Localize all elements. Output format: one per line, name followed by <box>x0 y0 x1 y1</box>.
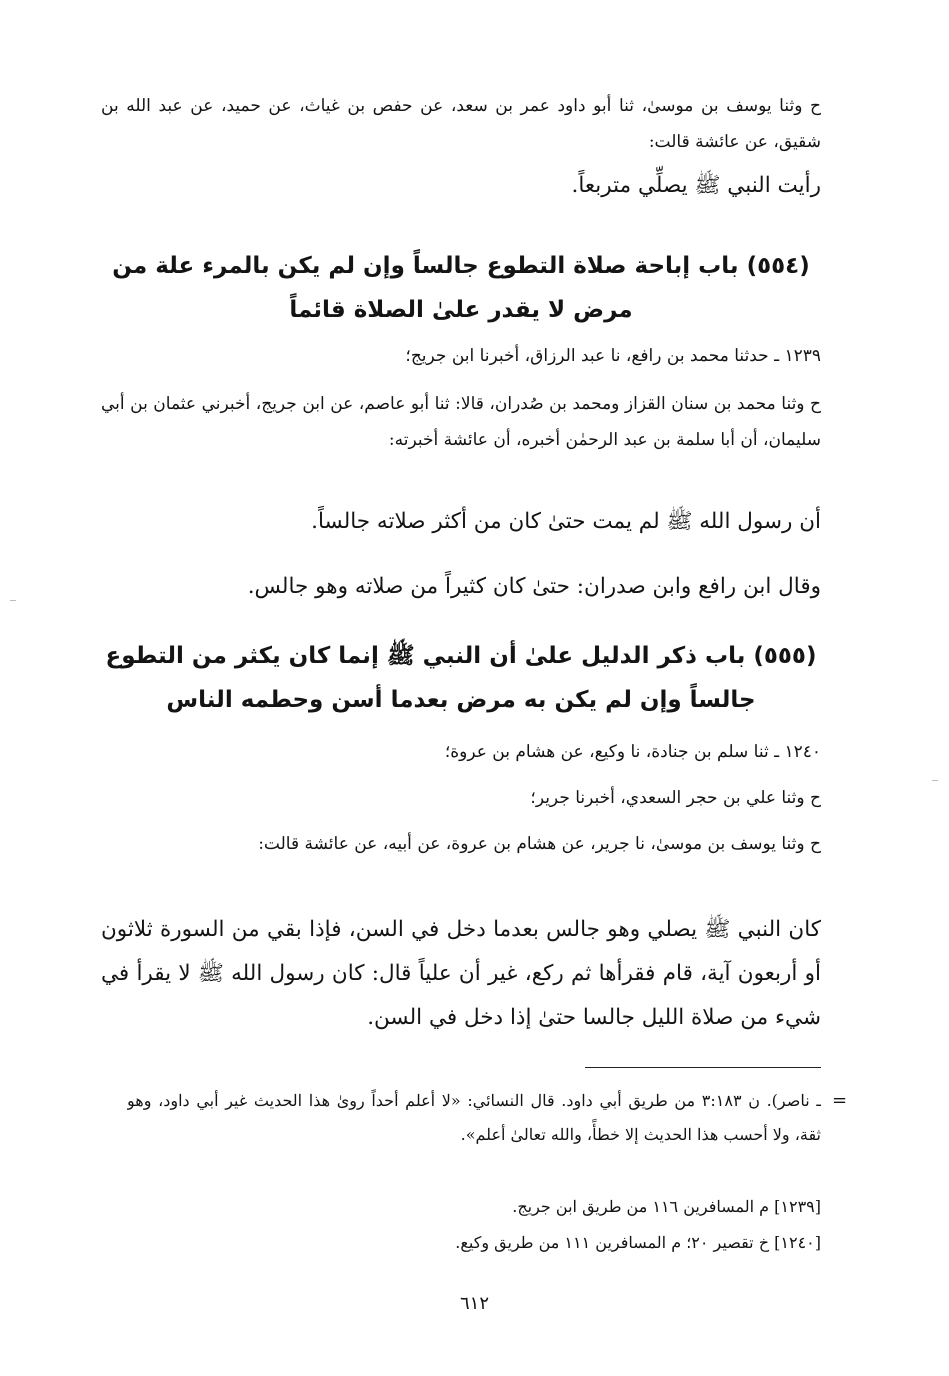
footnote-separator <box>585 1067 821 1068</box>
opening-isnad: ح وثنا يوسف بن موسىٰ، ثنا أبو داود عمر بن سعد، عن حفص بن غياث، عن حميد، عن عبد الله بن شقيق، عن عائشة قالت: <box>101 96 821 152</box>
footnote-1240: [١٢٤٠] خ تقصير ٢٠؛ م المسافرين ١١١ من طريق وكيع. <box>455 1233 821 1252</box>
scan-mark <box>10 600 16 601</box>
hadith-1240-isnad-a: ١٢٤٠ ـ ثنا سلم بن جنادة، نا وكيع، عن هشام بن عروة؛ <box>444 742 821 762</box>
footnote-continuation-mark: = <box>832 1090 848 1111</box>
scan-mark <box>932 780 938 781</box>
hadith-1240-matn: كان النبي ﷺ يصلي وهو جالس بعدما دخل في السن، فإذا بقي من السورة ثلاثون أو أربعون آية، قام فقرأها ثم ركع، غير أن علياً قال: كان رسول الله ﷺ لا يقرأ في شيء من صلاة الليل جالسا حتىٰ إذا دخل في السن. <box>101 917 821 1030</box>
hadith-1240-isnad-b: ح وثنا علي بن حجر السعدي، أخبرنا جرير؛ <box>530 788 821 808</box>
hadith-1239-isnad-b: ح وثنا محمد بن سنان القزاز ومحمد بن صُدران، قالا: ثنا أبو عاصم، عن ابن جريج، أخبرني عثمان بن أبي سليمان، أن أبا سلمة بن عبد الرحمٰن أخبره، أن عائشة أخبرته: <box>101 394 821 450</box>
footnote-1239: [١٢٣٩] م المسافرين ١١٦ من طريق ابن جريج. <box>512 1197 821 1216</box>
hadith-1239-isnad-a: ١٢٣٩ ـ حدثنا محمد بن رافع، نا عبد الرزاق، أخبرنا ابن جريج؛ <box>405 346 821 366</box>
chapter-554-title: (٥٥٤) باب إباحة صلاة التطوع جالساً وإن لم يكن بالمرء علة من مرض لا يقدر علىٰ الصلاة قائماً <box>112 253 810 323</box>
footnote-continuation: ـ ناصر). ن ٣:١٨٣ من طريق أبي داود. قال النسائي: «لا أعلم أحداً روىٰ هذا الحديث غير أبي داود، وهو ثقة، ولا أحسب هذا الحديث إلا خطأً، والله تعالىٰ أعلم». <box>127 1091 821 1144</box>
hadith-1239-matn: أن رسول الله ﷺ لم يمت حتىٰ كان من أكثر صلاته جالساً. <box>311 509 821 534</box>
chapter-555-title: (٥٥٥) باب ذكر الدليل علىٰ أن النبي ﷺ إنما كان يكثر من التطوع جالساً وإن لم يكن به مرض بعدما أسن وحطمه الناس <box>105 643 817 713</box>
hadith-1239-variant: وقال ابن رافع وابن صدران: حتىٰ كان كثيراً من صلاته وهو جالس. <box>247 574 821 599</box>
page-number: ٦١٢ <box>459 1293 489 1314</box>
opening-matn: رأيت النبي ﷺ يصلِّي متربعاً. <box>571 173 821 198</box>
hadith-1240-isnad-c: ح وثنا يوسف بن موسىٰ، نا جرير، عن هشام بن عروة، عن أبيه، عن عائشة قالت: <box>258 834 821 854</box>
